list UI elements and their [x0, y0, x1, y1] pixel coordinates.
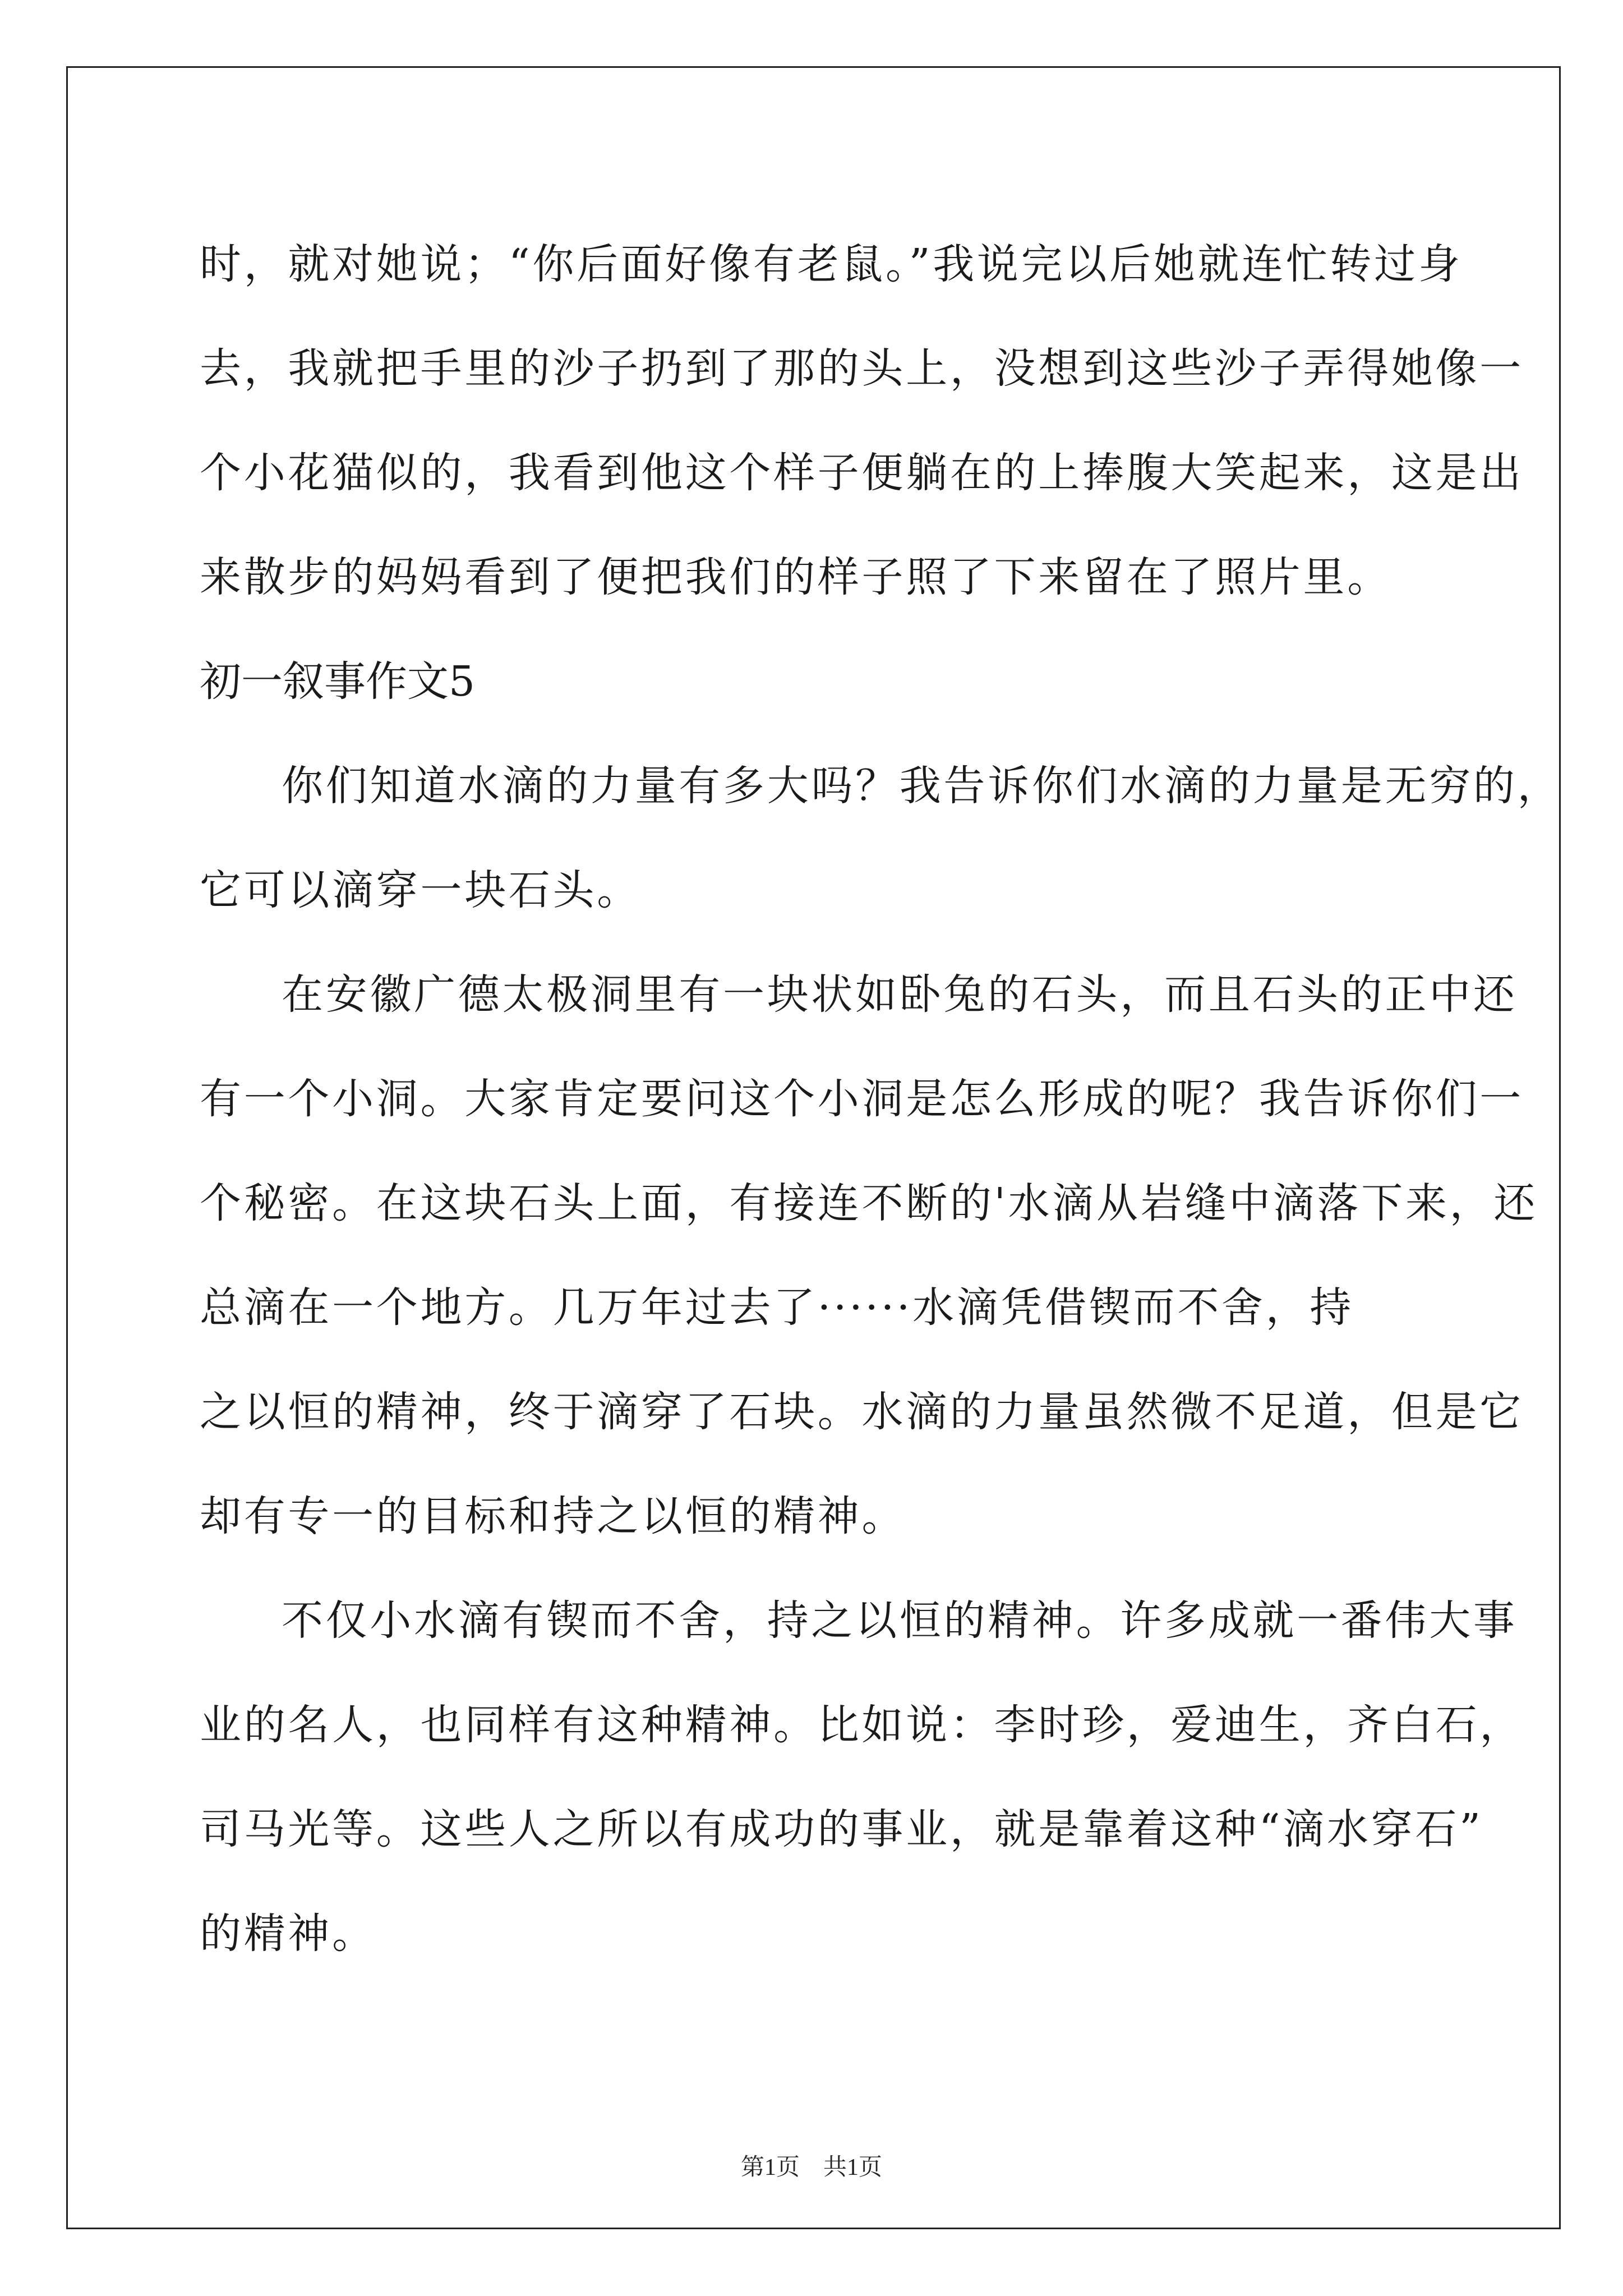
paragraph-line: 之以恒的精神，终于滴穿了石块。水滴的力量虽然微不足道，但是它: [200, 1388, 1524, 1436]
paragraph-line: 有一个小洞。大家肯定要问这个小洞是怎么形成的呢？我告诉你们一: [200, 1075, 1524, 1123]
paragraph-line: 个小花猫似的，我看到他这个样子便躺在的上捧腹大笑起来，这是出: [200, 449, 1524, 497]
paragraph-line: 来散步的妈妈看到了便把我们的样子照了下来留在了照片里。: [200, 553, 1391, 601]
page-footer: 第1页 共1页: [740, 2155, 882, 2180]
paragraph-line: 你们知道水滴的力量有多大吗？我告诉你们水滴的力量是无穷的，: [282, 762, 1562, 810]
paragraph-line: 去，我就把手里的沙子扔到了那的头上，没想到这些沙子弄得她像一: [200, 344, 1524, 393]
paragraph-line: 它可以滴穿一块石头。: [200, 866, 641, 914]
paragraph-line: 总滴在一个地方。几万年过去了······水滴凭借锲而不舍，持: [200, 1283, 1354, 1332]
paragraph-line: 的精神。: [200, 1910, 376, 1958]
paragraph-line: 不仅小水滴有锲而不舍，持之以恒的精神。许多成就一番伟大事: [282, 1596, 1518, 1645]
paragraph-line: 却有专一的目标和持之以恒的精神。: [200, 1492, 906, 1540]
paragraph-line: 时，就对她说；“你后面好像有老鼠。”我说完以后她就连忙转过身: [200, 240, 1463, 288]
section-heading: 初一叙事作文5: [200, 657, 476, 706]
document-body: [200, 212, 1562, 1986]
paragraph-line: 个秘密。在这块石头上面，有接连不断的'水滴从岩缝中滴落下来，还: [200, 1179, 1538, 1227]
paragraph-line: 司马光等。这些人之所以有成功的事业，就是靠着这种“滴水穿石”: [200, 1805, 1483, 1853]
paragraph-line: 在安徽广德太极洞里有一块状如卧兔的石头，而且石头的正中还: [282, 970, 1518, 1019]
paragraph-line: 业的名人，也同样有这种精神。比如说：李时珍，爱迪生，齐白石，: [200, 1701, 1524, 1749]
